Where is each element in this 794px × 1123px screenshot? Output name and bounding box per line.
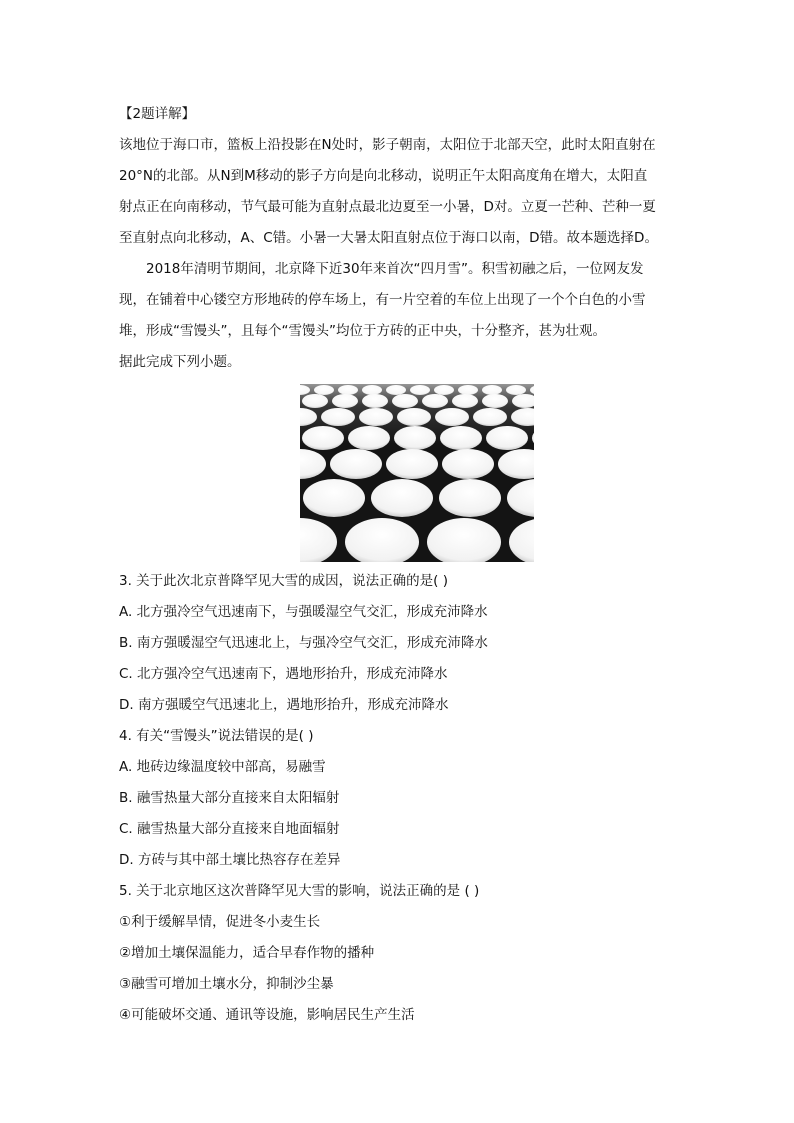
explanation-line: 该地位于海口市，篮板上沿投影在N处时，影子朝南，太阳位于北部天空，此时太阳直射在 <box>119 137 656 153</box>
answer-option: ③融雪可增加土壤水分，抑制沙尘暴 <box>119 976 334 992</box>
question-stem: 3. 关于此次北京普降罕见大雪的成因，说法正确的是( ) <box>119 573 448 589</box>
snow-mound <box>442 449 494 479</box>
snow-mound <box>371 479 433 517</box>
figure <box>119 384 719 562</box>
explanation-line: 射点正在向南移动，节气最可能为直射点最北边夏至一小暑，D对。立夏一芒种、芒种一夏 <box>119 199 656 215</box>
answer-option: A. 地砖边缘温度较中部高，易融雪 <box>119 759 326 775</box>
answer-option: B. 南方强暖湿空气迅速北上，与强冷空气交汇，形成充沛降水 <box>119 635 488 651</box>
answer-option: ④可能破坏交通、通讯等设施，影响居民生产生活 <box>119 1007 415 1023</box>
snow-mound <box>386 449 438 479</box>
answer-option: D. 方砖与其中部土壤比热容存在差异 <box>119 852 341 868</box>
snow-mounds-photo <box>300 384 534 562</box>
document-body <box>119 99 719 1031</box>
snow-mound <box>303 479 365 517</box>
answer-option: B. 融雪热量大部分直接来自太阳辐射 <box>119 790 340 806</box>
instruction-text: 据此完成下列小题。 <box>119 354 241 370</box>
answer-option: D. 南方强暖空气迅速北上，遇地形抬升，形成充沛降水 <box>119 697 449 713</box>
explanation-line: 20°N的北部。从N到M移动的影子方向是向北移动，说明正午太阳高度角在增大，太阳直 <box>119 168 648 184</box>
snow-mound <box>439 479 501 517</box>
question-3 <box>119 566 719 721</box>
passage-block <box>119 254 719 347</box>
snow-mound <box>330 449 382 479</box>
answer-option: C. 融雪热量大部分直接来自地面辐射 <box>119 821 340 837</box>
question-stem: 4. 有关“雪馒头”说法错误的是( ) <box>119 728 314 744</box>
passage-line: 现，在铺着中心镂空方形地砖的停车场上，有一片空着的车位上出现了一个个白色的小雪 <box>119 292 646 308</box>
section-header: 【2题详解】 <box>119 106 196 122</box>
question-stem: 5. 关于北京地区这次普降罕见大雪的影响，说法正确的是 ( ) <box>119 883 480 899</box>
question-4 <box>119 721 719 876</box>
answer-option: ②增加土壤保温能力，适合早春作物的播种 <box>119 945 375 961</box>
explanation-block <box>119 130 719 254</box>
answer-option: C. 北方强冷空气迅速南下，遇地形抬升，形成充沛降水 <box>119 666 448 682</box>
passage-line: 2018年清明节期间，北京降下近30年来首次“四月雪”。积雪初融之后，一位网友发 <box>146 261 644 277</box>
passage-line: 堆，形成“雪馒头”，且每个“雪馒头”均位于方砖的正中央，十分整齐，甚为壮观。 <box>119 323 606 339</box>
answer-option: A. 北方强冷空气迅速南下，与强暖湿空气交汇，形成充沛降水 <box>119 604 488 620</box>
explanation-line: 至直射点向北移动，A、C错。小暑一大暑太阳直射点位于海口以南，D错。故本题选择D。 <box>119 230 658 246</box>
question-5 <box>119 876 719 1031</box>
answer-option: ①利于缓解旱情，促进冬小麦生长 <box>119 914 321 930</box>
